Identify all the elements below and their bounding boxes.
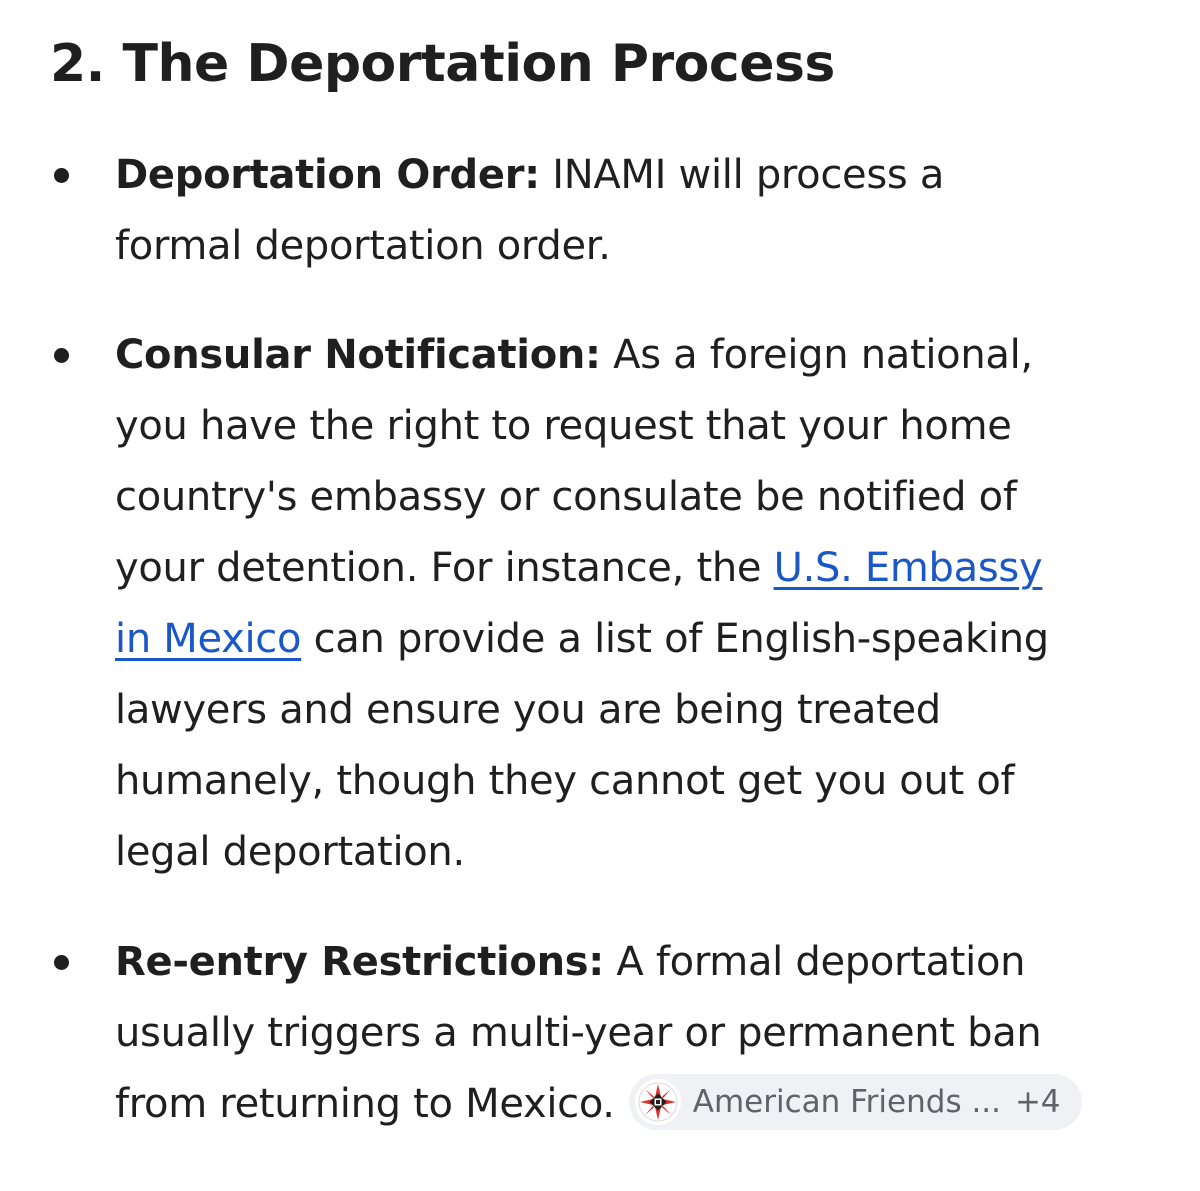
item-text: from returning to Mexico. bbox=[115, 1081, 615, 1127]
source-chip[interactable] bbox=[629, 1074, 1082, 1130]
list-item-reentry-restrictions bbox=[115, 927, 1165, 1140]
us-embassy-link[interactable]: U.S. Embassy bbox=[773, 545, 1043, 591]
item-term: Deportation Order: bbox=[115, 152, 540, 198]
item-term: Consular Notification: bbox=[115, 332, 601, 378]
item-term: Re-entry Restrictions: bbox=[115, 939, 604, 985]
item-text: As a foreign national, bbox=[600, 332, 1033, 378]
item-line: lawyers and ensure you are being treated bbox=[115, 687, 941, 733]
chip-more-sources-count: +4 bbox=[1015, 1083, 1061, 1120]
item-line: legal deportation. bbox=[115, 829, 465, 875]
chip-source-label: American Friends ... bbox=[692, 1083, 1002, 1120]
item-line bbox=[115, 533, 1165, 604]
item-line bbox=[115, 140, 1165, 211]
item-text: A formal deportation bbox=[604, 939, 1026, 985]
item-text: can provide a list of English-speaking bbox=[301, 616, 1049, 662]
bullet-dot bbox=[54, 168, 69, 183]
item-line bbox=[115, 927, 1165, 998]
item-line: usually triggers a multi-year or permanent ban bbox=[115, 1010, 1042, 1056]
item-line: formal deportation order. bbox=[115, 223, 611, 269]
item-line: country's embassy or consulate be notified of bbox=[115, 474, 1017, 520]
section-heading: 2. The Deportation Process bbox=[50, 34, 835, 94]
item-text: your detention. For instance, the bbox=[115, 545, 774, 591]
bullet-dot bbox=[54, 955, 69, 970]
item-line: you have the right to request that your home bbox=[115, 403, 1012, 449]
item-line: humanely, though they cannot get you out of bbox=[115, 758, 1015, 804]
us-embassy-link-continued[interactable]: in Mexico bbox=[115, 616, 302, 662]
item-text: INAMI will process a bbox=[539, 152, 945, 198]
bullet-dot bbox=[54, 348, 69, 363]
item-line bbox=[115, 604, 1165, 675]
list-item-deportation-order bbox=[115, 140, 1165, 282]
afsc-star-icon bbox=[635, 1079, 681, 1125]
list-item-consular-notification bbox=[115, 320, 1165, 888]
item-line bbox=[115, 1069, 1165, 1140]
item-line bbox=[115, 320, 1165, 391]
